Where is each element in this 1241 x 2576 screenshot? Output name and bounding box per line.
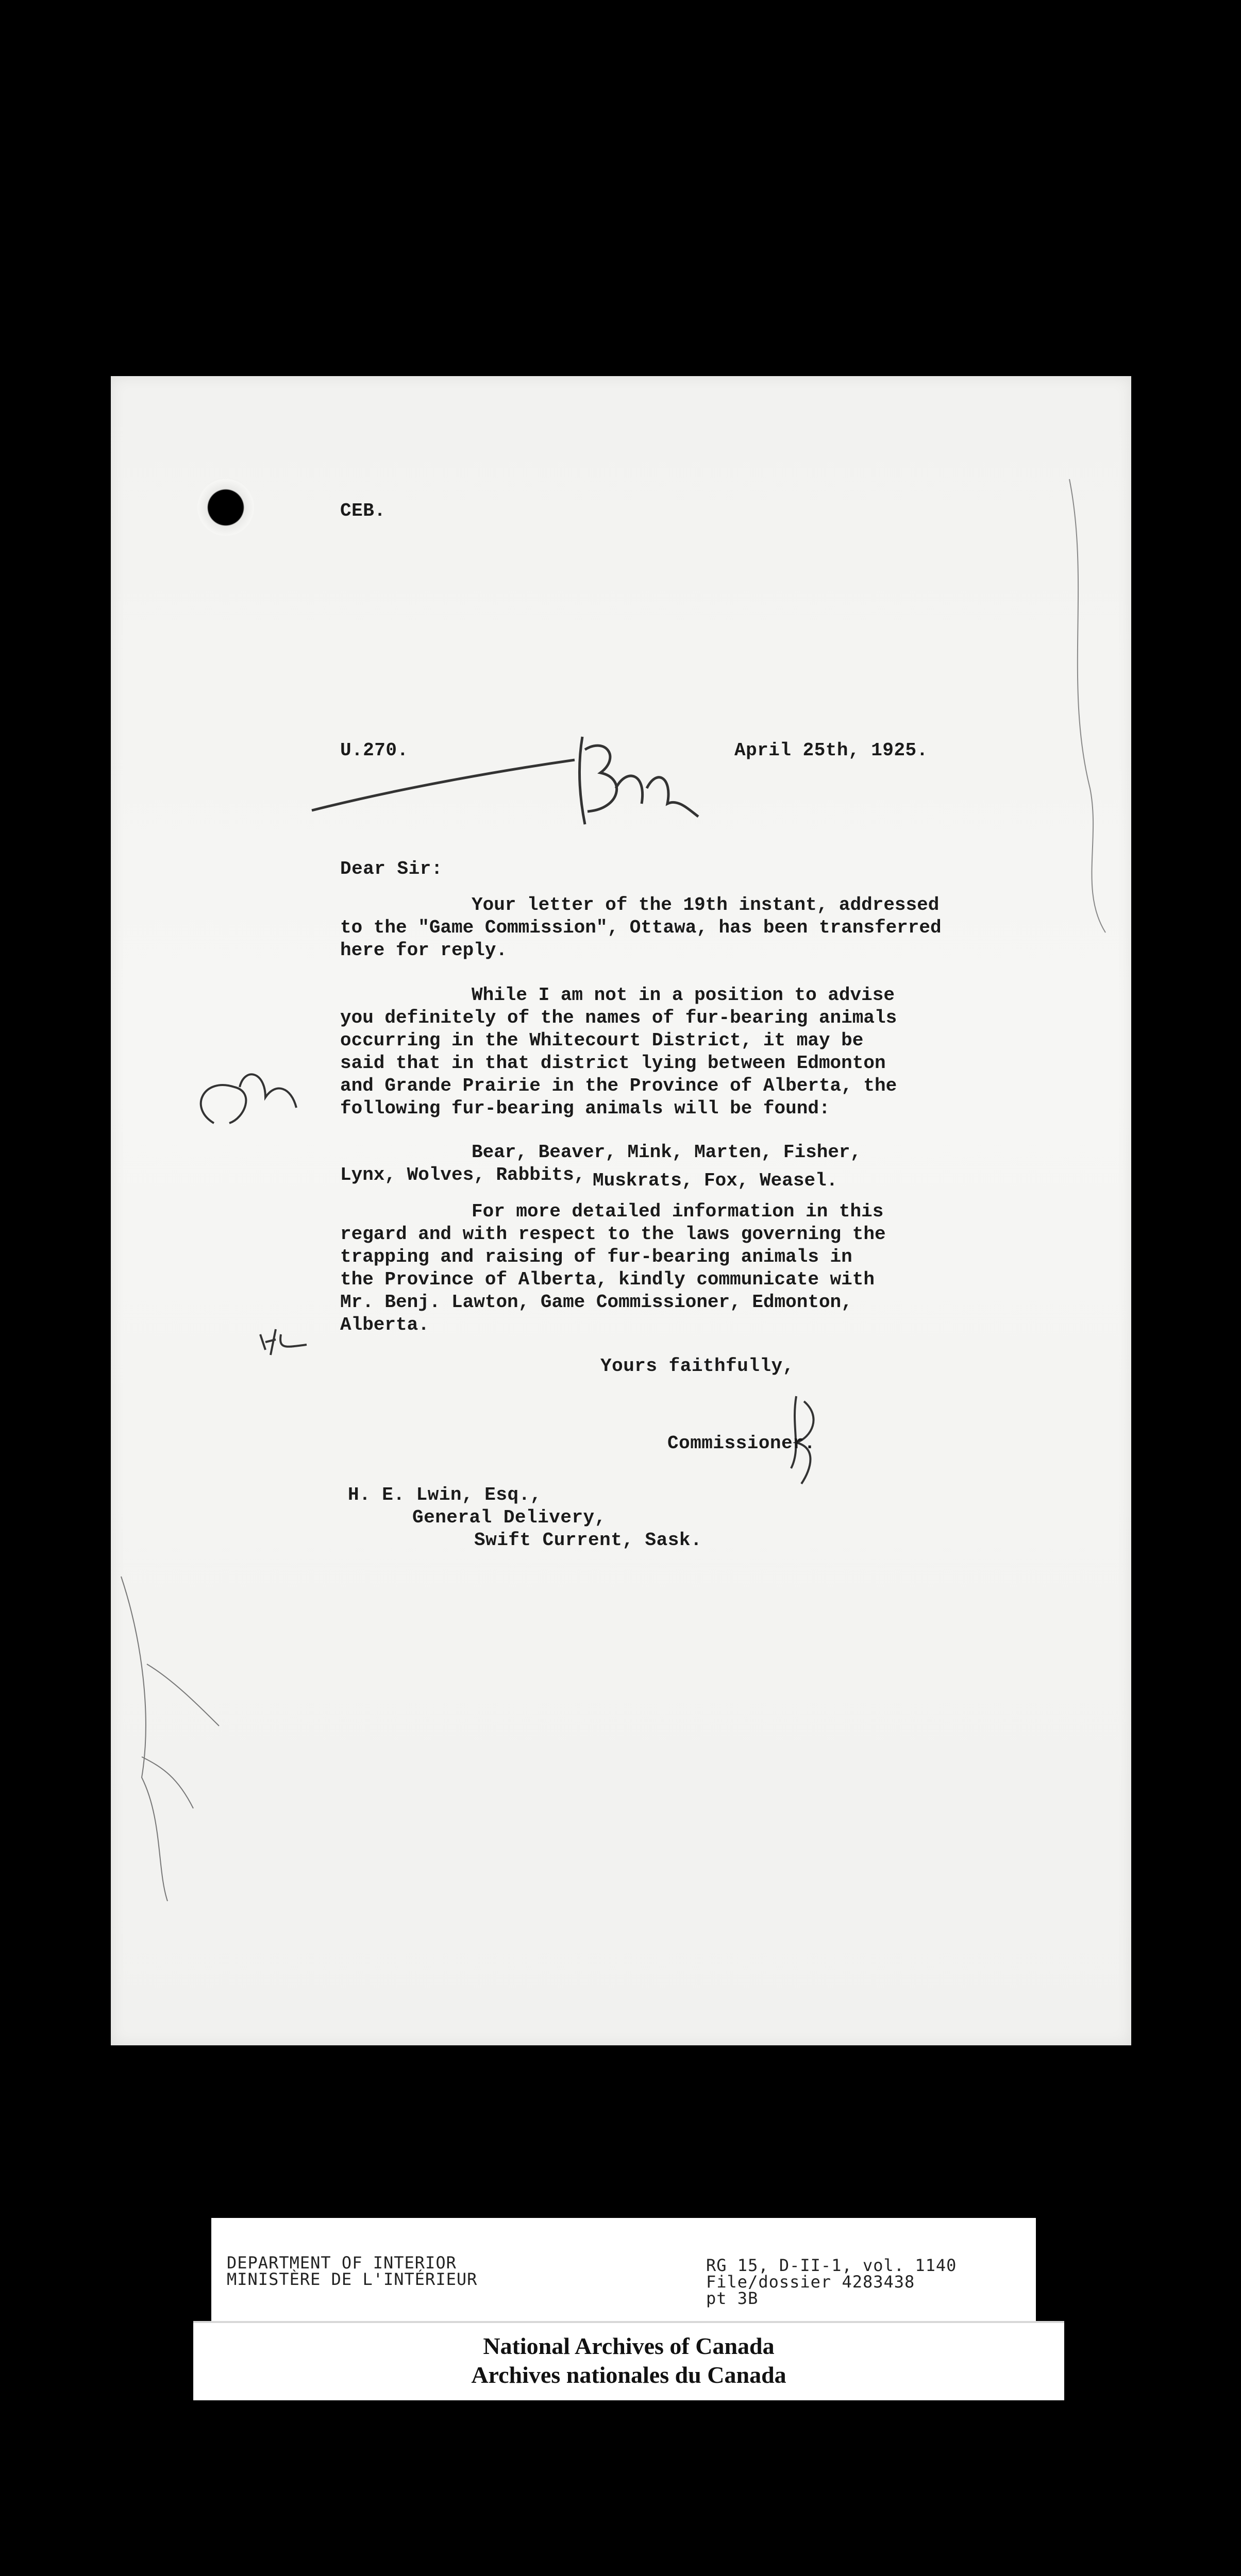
crease-left: [121, 1577, 219, 1901]
paragraph-2-line-2: you definitely of the names of fur-bearing animals: [340, 1007, 897, 1028]
addressee-line-3: Swift Current, Sask.: [474, 1530, 702, 1551]
animals-line-2: Lynx, Wolves, Rabbits,: [340, 1164, 585, 1185]
paragraph-3-line-3: trapping and raising of fur-bearing animals in: [340, 1246, 852, 1267]
typist-initials: CEB.: [340, 500, 386, 521]
paragraph-3-line-1: For more detailed information in this: [472, 1201, 884, 1222]
archive-banner: [193, 2321, 1064, 2400]
paragraph-1-line-1: Your letter of the 19th instant, addressed: [472, 894, 940, 916]
letter-date: April 25th, 1925.: [734, 740, 928, 761]
archive-name-fr: Archives nationales du Canada: [471, 2362, 786, 2388]
letter-page: [111, 376, 1131, 2045]
paragraph-3-line-5: Mr. Benj. Lawton, Game Commissioner, Edmonton,: [340, 1292, 852, 1313]
paragraph-1-line-2: to the "Game Commission", Ottawa, has been transferred: [340, 917, 942, 938]
animals-line-2b: Muskrats, Fox, Weasel.: [593, 1170, 838, 1191]
record-group: RG 15, D-II-1, vol. 1140: [706, 2256, 957, 2275]
addressee-line-1: H. E. Lwin, Esq.,: [348, 1484, 542, 1505]
paragraph-2-line-5: and Grande Prairie in the Province of Alberta, the: [340, 1075, 897, 1096]
file-number: File/dossier 4283438: [706, 2272, 915, 2292]
department-en: DEPARTMENT OF INTERIOR: [227, 2253, 457, 2273]
animals-line-1: Bear, Beaver, Mink, Marten, Fisher,: [472, 1142, 862, 1163]
paragraph-2-line-4: said that in that district lying between Edmonton: [340, 1053, 886, 1074]
paragraph-2-line-6: following fur-bearing animals will be found:: [340, 1098, 830, 1119]
margin-scribble: [201, 1074, 296, 1123]
signature-title: Commissioner.: [667, 1433, 816, 1454]
salutation: Dear Sir:: [340, 858, 443, 879]
reference-number: U.270.: [340, 740, 409, 761]
archive-reference-label: [211, 2218, 1036, 2321]
paragraph-2-line-3: occurring in the Whitecourt District, it may be: [340, 1030, 864, 1051]
archive-name-en: National Archives of Canada: [483, 2333, 775, 2359]
department-fr: MINISTÈRE DE L'INTÉRIEUR: [227, 2269, 478, 2289]
paragraph-3-line-6: Alberta.: [340, 1314, 429, 1335]
punch-hole: [197, 479, 254, 536]
addressee-line-2: General Delivery,: [412, 1507, 606, 1528]
hl-mark: [260, 1329, 307, 1355]
part-number: pt 3B: [706, 2289, 759, 2308]
paragraph-3-line-4: the Province of Alberta, kindly communicate with: [340, 1269, 875, 1290]
paragraph-1-line-3: here for reply.: [340, 940, 508, 961]
closing: Yours faithfully,: [600, 1355, 794, 1377]
crease-right: [1069, 479, 1105, 933]
paragraph-2-line-1: While I am not in a position to advise: [472, 985, 895, 1006]
initials-scribble: [580, 737, 698, 824]
underline-stroke: [312, 760, 575, 810]
paragraph-3-line-2: regard and with respect to the laws governing the: [340, 1224, 886, 1245]
